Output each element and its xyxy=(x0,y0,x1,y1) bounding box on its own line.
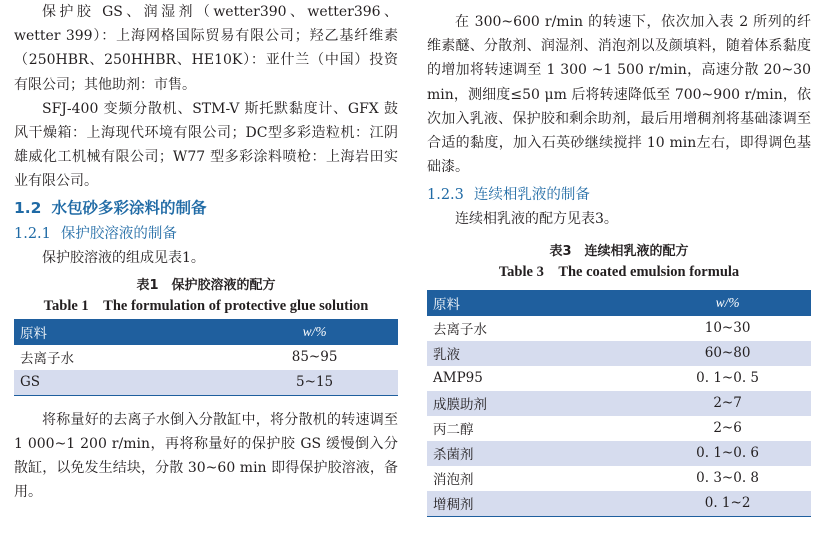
table3-cell-value: 0. 1~0. 6 xyxy=(638,441,811,466)
table3-cell-material: 成膜助剂 xyxy=(427,391,638,416)
table3-cell-material: 丙二醇 xyxy=(427,416,638,441)
table-row xyxy=(427,366,811,391)
table1-caption-en: Table 1 The formulation of protective glue solution xyxy=(43,297,369,314)
table3-cell-material: 乳液 xyxy=(427,341,638,366)
table3-cell-material: 杀菌剂 xyxy=(427,441,638,466)
subsection-title: 连续相乳液的制备 xyxy=(473,187,590,204)
table-row xyxy=(14,370,398,396)
table1-reference-paragraph: 保护胶溶液的组成见表1。 xyxy=(42,249,205,266)
table3-caption-cn: 表3 连续相乳液的配方 xyxy=(549,243,689,259)
materials-paragraph: 保护胶 GS、润湿剂（wetter390、wetter396、wetter 399）：上海网格国际贸易有限公司；羟乙基纤维素（250HBR、250HHBR、HE10K）：亚什兰（中国）投资有限公司；其他助剂：市售。 xyxy=(14,4,398,93)
table3-cell-value: 2~6 xyxy=(638,416,811,441)
table1-cell-value: 85~95 xyxy=(225,345,398,370)
table-row xyxy=(14,345,398,370)
subsection-heading-1-2-3 xyxy=(427,183,811,207)
subsection-number: 1.2.1 xyxy=(14,225,51,242)
dispersion-paragraph: 在 300~600 r/min 的转速下，依次加入表 2 所列的纤维素醚、分散剂、润湿剂、消泡剂以及颜填料，随着体系黏度的增加将转速调至 1 300 ~1 500 r/min，高速分散 20~30 min，测细度≤50 μm 后将转速降低至 700~900 r/min，依次加入乳液、保护胶和剩余助剂，最后用增稠剂将基础漆调至合适的黏度，加入石英砂继续搅拌 10 min左右，即得调色基础漆。 xyxy=(427,14,811,176)
table3-header-row xyxy=(427,290,811,316)
table3-cell-value: 0. 1~2 xyxy=(638,491,811,517)
table3-reference-paragraph: 连续相乳液的配方见表3。 xyxy=(455,211,618,228)
table-row xyxy=(427,316,811,341)
table-row xyxy=(427,441,811,466)
subsection-number: 1.2.3 xyxy=(427,187,464,204)
table1 xyxy=(14,319,398,396)
table3-block xyxy=(427,242,811,517)
table3-cell-material: 增稠剂 xyxy=(427,491,638,517)
procedure-paragraph: 将称量好的去离子水倒入分散缸中，将分散机的转速调至 1 000~1 200 r/min，再将称量好的保护胶 GS 缓慢倒入分散缸，以免发生结块，分散 30~60 min 即得保护胶溶液，备用。 xyxy=(14,411,398,501)
table3-cell-material: 去离子水 xyxy=(427,316,638,341)
table3-cell-value: 60~80 xyxy=(638,341,811,366)
table1-header-row xyxy=(14,319,398,345)
table3-header-w: w/% xyxy=(638,290,811,316)
table3-cell-value: 0. 3~0. 8 xyxy=(638,466,811,491)
table1-header-w: w/% xyxy=(225,319,398,345)
table1-cell-value: 5~15 xyxy=(225,370,398,396)
table3 xyxy=(427,290,811,517)
section-heading-1-2 xyxy=(14,196,398,220)
table-row xyxy=(427,391,811,416)
table3-cell-material: AMP95 xyxy=(427,366,638,391)
table3-caption-en: Table 3 The coated emulsion formula xyxy=(498,263,740,280)
table3-header-material: 原料 xyxy=(427,290,638,316)
table3-cell-value: 0. 1~0. 5 xyxy=(638,366,811,391)
table-row xyxy=(427,491,811,517)
table-row xyxy=(427,416,811,441)
table1-caption-cn: 表1 保护胶溶液的配方 xyxy=(136,277,276,293)
table3-cell-value: 2~7 xyxy=(638,391,811,416)
left-column xyxy=(14,0,398,505)
table-row xyxy=(427,341,811,366)
equipment-paragraph: SFJ-400 变频分散机、STM-V 斯托默黏度计、GFX 鼓风干燥箱：上海现代环境有限公司；DC型多彩造粒机：江阴雄威化工机械有限公司；W77 型多彩涂料喷枪：上海岩田实业有限公司。 xyxy=(14,100,398,190)
table1-block xyxy=(14,276,398,396)
subsection-heading-1-2-1 xyxy=(14,222,398,246)
table3-cell-value: 10~30 xyxy=(638,316,811,341)
table1-cell-material: 去离子水 xyxy=(14,345,225,370)
section-number: 1.2 xyxy=(14,198,42,217)
subsection-title: 保护胶溶液的制备 xyxy=(60,225,177,242)
right-column xyxy=(427,0,811,517)
table1-cell-material: GS xyxy=(14,370,225,396)
table3-cell-material: 消泡剂 xyxy=(427,466,638,491)
table-row xyxy=(427,466,811,491)
table1-header-material: 原料 xyxy=(14,319,225,345)
section-title: 水包砂多彩涂料的制备 xyxy=(51,198,207,217)
